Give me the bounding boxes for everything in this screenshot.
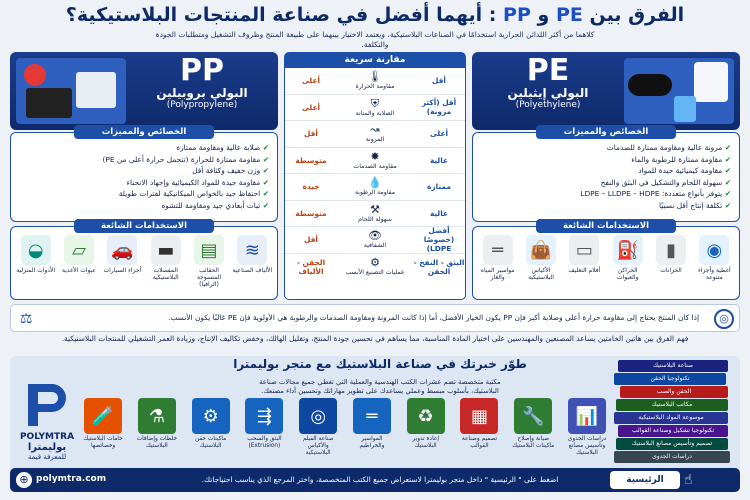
shield-icon: ⛨: [370, 96, 380, 110]
category-item[interactable]: ═ المواسير والخراطيم: [349, 398, 395, 457]
book-spine: مكاتب البلاستيك: [616, 399, 728, 411]
list-item: ▤ الحقائب المنسوجة (الرافيا): [189, 235, 229, 288]
category-item[interactable]: ◎ صناعة الفيلم والأكياس البلاستيكية: [295, 398, 341, 457]
gear-icon: ⚙: [370, 256, 380, 270]
list-item: 🚗 أجزاء السيارات: [102, 235, 142, 288]
pe-products-image: [624, 58, 734, 124]
pp-products-image: [16, 58, 126, 124]
list-item: ▭ أفلام التغليف: [564, 235, 604, 281]
table-row: أعلى ⛨ الصلابة والمتانة أقل (أكثر مرونة): [285, 95, 465, 122]
pipes-icon: ═: [353, 398, 391, 434]
bucket-icon: [76, 72, 116, 108]
store-subtitle: مكتبة متخصصة تضم عشرات الكتب الهندسية والعملية التي تغطي جميع مجالات صناعة البلاستيك، بأسلوب مبسط وعملي يساعدك على تطوير مهاراتك وتحسين أداء مصنعك.: [259, 378, 501, 395]
category-item[interactable]: ▦ تصميم وصناعة القوالب: [456, 398, 502, 457]
site-link[interactable]: polymtra.com: [36, 474, 107, 484]
pp-uses-box: [10, 221, 278, 300]
book-spine: موسوعة المواد البلاستيكية: [614, 412, 728, 424]
food-container-icon: ▱: [64, 235, 94, 265]
category-item[interactable]: ⇶ البثق والسحب (Extrusion): [241, 398, 287, 457]
pe-uses-title: الاستخدامات الشائعة: [536, 219, 676, 233]
table-row: جيدة 💧 مقاومة الرطوبة ممتازة: [285, 174, 465, 201]
pipe-roll-icon: [628, 74, 672, 96]
logo-mark-icon: [14, 378, 80, 428]
home-button[interactable]: الرئيسية: [610, 471, 680, 489]
pp-uses-title: الاستخدامات الشائعة: [74, 219, 214, 233]
pe-code: PE: [526, 53, 570, 88]
globe-icon: ⊕: [16, 472, 32, 488]
book-spine: تكنولوجيا الحقن: [614, 373, 726, 385]
list-item: ◉ أغطية وأجزاء متنوعة: [694, 235, 734, 281]
injection-icon: ⚙: [192, 398, 230, 434]
books-stack: [614, 360, 734, 464]
chart-icon: 📊: [568, 398, 606, 434]
drop-icon: 💧: [368, 176, 382, 190]
scale-icon: ⚖: [19, 311, 33, 327]
list-item: ◒ الأدوات المنزلية: [16, 235, 56, 288]
category-item[interactable]: ♻ إعادة تدوير البلاستيك: [403, 398, 449, 457]
pe-features-title: الخصائص والمميزات: [536, 125, 676, 139]
list-item: ✔ وزن خفيف وكثافة أقل: [19, 165, 269, 177]
plastic-bag-icon: [674, 96, 696, 122]
jerrycan-icon: ⛽: [613, 235, 643, 265]
book-spine: صناعة البلاستيك: [618, 360, 728, 372]
title-pp: PP: [503, 4, 531, 26]
film-icon: ▭: [569, 235, 599, 265]
footer-bar: [10, 468, 740, 492]
page-subtitle: كلاهما من أكثر اللدائن الحرارية استخدامًا في الصناعات البلاستيكية، ويعتمد الاختيار بينهما على طبيعة المنتج وظروف التشغيل ومتطلبات الجودة والتكلفة.: [155, 30, 595, 49]
pp-uses-list: [11, 233, 277, 290]
pe-features-box: [472, 127, 740, 222]
pp-name-ar: البولي بروبيلين: [156, 86, 248, 100]
welding-icon: ⚒: [370, 202, 380, 216]
table-row: أعلى 🌡 مقاومة الحرارة أقل: [285, 68, 465, 95]
logo-text-en: POLYMTRA: [19, 432, 75, 442]
target-icon: ◎: [714, 309, 734, 329]
category-item[interactable]: 📊 دراسات الجدوى وتأسيس مصانع البلاستيك: [564, 398, 610, 457]
pe-features-list: [473, 139, 739, 214]
extruder-icon: ⇶: [245, 398, 283, 434]
wrench-icon: 🔧: [514, 398, 552, 434]
list-item: ⛽ الجراكن والعبوات: [608, 235, 648, 281]
eye-icon: 👁: [368, 229, 382, 243]
book-spine: دراسات الجدوى: [614, 451, 730, 463]
tank-icon: ▮: [656, 235, 686, 265]
pe-name-ar: البولي إيثيلين: [507, 86, 589, 100]
pp-banner: [10, 52, 278, 130]
roll-icon: ◎: [299, 398, 337, 434]
table-row: متوسطة ⚒ سهولة اللحام عالية: [285, 201, 465, 228]
pe-uses-box: [472, 221, 740, 300]
mortar-icon: ⚗: [138, 398, 176, 434]
list-item: ▮ الخزانات: [651, 235, 691, 281]
book-spine: الحقن والصب: [620, 386, 728, 398]
store-title: طوّر خبرتك في صناعة البلاستيك مع متجر بوليمترا: [233, 357, 527, 371]
cursor-hand-icon: ☝: [684, 472, 693, 488]
pipe-icon: ═: [483, 235, 513, 265]
recommendation-note: [10, 304, 740, 332]
fiber-icon: ≋: [237, 235, 267, 265]
footer-cta-text: اضغط على " الرئيسية " داخل متجر بوليمترا لاستعراض جميع الكتب المتخصصة، واختر المرجع الذي يناسب احتياجاتك.: [201, 475, 559, 484]
recycle-icon: ♻: [407, 398, 445, 434]
category-item[interactable]: ⚙ ماكينات حقن البلاستيك: [188, 398, 234, 457]
title-post: : أيهما أفضل في صناعة المنتجات البلاستيكية؟: [65, 4, 497, 26]
polymtra-logo: [14, 378, 80, 464]
list-item: ✔ سهولة اللحام والتشكيل في البثق والنفخ: [481, 177, 731, 189]
list-item: ✔ مرونة عالية ومقاومة ممتازة للصدمات: [481, 142, 731, 154]
list-item: ═ مواسير المياه والغاز: [478, 235, 518, 281]
mold-icon: ▦: [460, 398, 498, 434]
table-row: أقل 👁 الشفافية أفضل (خصوصًا LDPE): [285, 227, 465, 254]
water-tank-icon: [694, 62, 728, 102]
flex-icon: ↝: [370, 123, 380, 137]
category-item[interactable]: 🧪 خامات البلاستيك وخصائصها: [80, 398, 126, 457]
pp-features-box: [10, 127, 278, 222]
pp-code: PP: [180, 53, 224, 88]
list-item: ✔ مقاومة ممتازة للرطوبة والماء: [481, 154, 731, 166]
pe-banner: [472, 52, 740, 130]
table-row: متوسطة ✸ مقاومة الصدمات عالية: [285, 148, 465, 175]
list-item: ✔ مقاومة ممتازة للحرارة (تتحمل حرارة أعلى من PE): [19, 154, 269, 166]
table-row: الحقن - الألياف ⚙ عمليات التصنيع الأنسب البثق - النفخ - الحقن: [296, 256, 465, 277]
book-spine: تكنولوجيا تشكيل وصناعة القوالب: [618, 425, 728, 437]
fiber-roll-icon: [24, 64, 46, 86]
pp-name-en: (Polypropylene): [166, 100, 238, 110]
thermometer-icon: 🌡: [368, 70, 382, 84]
hinge-icon: ▬: [151, 235, 181, 265]
list-item: ✔ احتفاظ جيد بالخواص الميكانيكية لفترات طويلة: [19, 188, 269, 200]
list-item: ≋ الألياف الصناعية: [232, 235, 272, 288]
flask-icon: 🧪: [84, 398, 122, 434]
title-and: و: [537, 4, 550, 26]
woven-bag-icon: ▤: [194, 235, 224, 265]
book-spine: تصميم وتأسيس مصانع البلاستيك: [616, 438, 728, 450]
pe-name-en: (Polyethylene): [515, 100, 581, 110]
pe-uses-list: [473, 233, 739, 283]
crate-icon: [26, 88, 72, 118]
car-icon: 🚗: [107, 235, 137, 265]
category-item[interactable]: 🔧 صيانة وإصلاح ماكينات البلاستيك: [510, 398, 556, 457]
conclusion-text: فهم الفرق بين هاتين الخامتين يساعد المصنعين والمهندسين على اختيار المادة المناسبة، مما يساهم في تحسين جودة المنتج، وتقليل الهالك، وخفض تكاليف الإنتاج، وزيادة العمر التشغيلي للمنتجات البلاستيكية.: [61, 334, 689, 343]
bag-icon: 👜: [526, 235, 556, 265]
list-item: ✔ مقاومة كيميائية جيدة للمواد: [481, 165, 731, 177]
list-item: ✔ صلابة عالية ومقاومة ممتازة: [19, 142, 269, 154]
cups-icon: ◒: [21, 235, 51, 265]
cap-icon: ◉: [699, 235, 729, 265]
list-item: ✔ ثبات أبعادي جيد ومقاومة للتشوه: [19, 200, 269, 212]
page-title: [0, 4, 750, 26]
list-item: ✔ يتوفر بأنواع متعددة: LDPE – LLDPE – HDPE: [481, 188, 731, 200]
logo-text-ar: بوليمترا: [27, 442, 67, 453]
compare-title: مقارنة سريعة: [284, 52, 466, 68]
book-categories: [80, 398, 610, 457]
table-row: أقل ↝ المرونة أعلى: [285, 121, 465, 148]
list-item: ✔ مقاومة جيدة للمواد الكيميائية وإجهاد الانحناء: [19, 177, 269, 189]
logo-tagline: للمعرفة قيمة: [27, 453, 67, 461]
pp-features-title: الخصائص والمميزات: [74, 125, 214, 139]
list-item: ✔ تكلفة إنتاج أقل نسبيًا: [481, 200, 731, 212]
category-item[interactable]: ⚗ خلطات وإضافات البلاستيك: [134, 398, 180, 457]
title-text: الفرق بين: [589, 4, 685, 26]
list-item: ▱ عبوات الأغذية: [59, 235, 99, 288]
list-item: 👜 الأكياس البلاستيكية: [521, 235, 561, 281]
pp-features-list: [11, 139, 277, 214]
title-pe: PE: [555, 4, 583, 26]
list-item: ▬ المفصلات البلاستيكية: [146, 235, 186, 288]
compare-table: [284, 68, 466, 300]
impact-icon: ✸: [370, 149, 380, 163]
note-text: إذا كان المنتج يحتاج إلى مقاومة حرارة أعلى وصلابة أكبر فإن PP يكون الخيار الأفضل، أما إذا كانت المرونة ومقاومة الصدمات والرطوبة هي الأولوية فإن PE غالبًا يكون الأنسب.: [168, 313, 699, 322]
